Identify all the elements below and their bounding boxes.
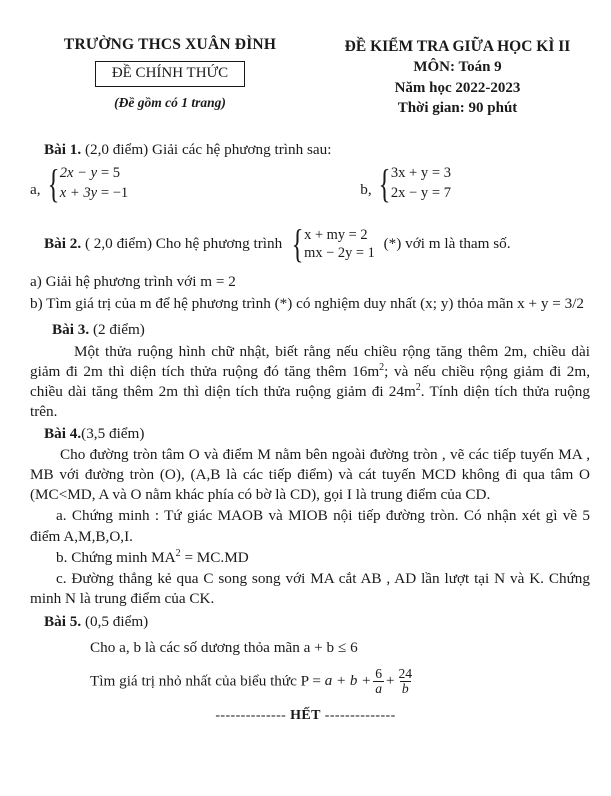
- question-2-prompt: Cho hệ phương trình: [155, 234, 283, 252]
- question-5: [30, 612, 590, 697]
- question-1-points: (2,0 điểm): [84, 141, 149, 158]
- question-4-part-a: a. Chứng minh : Tứ giác MAOB và MIOB nội tiếp đường tròn. Có nhận xét gì về 5 điểm A,M,B,O,I.: [30, 507, 590, 545]
- question-4: [30, 424, 590, 610]
- left-brace-icon: {: [47, 160, 60, 206]
- question-5-condition: Cho a, b là các số dương thỏa mãn a + b ≤ 6: [90, 638, 358, 656]
- question-5-heading: [44, 612, 590, 632]
- equation: mx − 2y = 1: [304, 245, 375, 262]
- question-1: [30, 140, 590, 204]
- footer-het-label: HẾT: [290, 708, 321, 723]
- question-2-tail: với m là tham số.: [405, 234, 511, 252]
- system-star-marker: (*): [383, 235, 402, 253]
- question-5-label: Bài 5.: [44, 612, 82, 630]
- question-2-points: ( 2,0 điểm): [84, 234, 152, 252]
- equation: 3x + y = 3: [390, 165, 452, 182]
- question-3-label: Bài 3.: [52, 321, 90, 339]
- question-4-body: Cho đường tròn tâm O và điểm M nằm bên ngoài đường tròn , vẽ các tiếp tuyến MA , MB với đường tròn (O), (A,B là các tiếp điểm) và cát tuyến MCD không đi qua tâm O (MC<MD, A và O nằm khác phía có bờ là CD), gọi I là trung điểm của CD.: [30, 445, 590, 504]
- question-3: [30, 320, 590, 422]
- question-1-prompt: Giải các hệ phương trình sau:: [152, 141, 332, 158]
- question-2-part-b: b) Tìm giá trị của m để hệ phương trình (*) có nghiệm duy nhất (x; y) thỏa mãn x + y = 3/2: [30, 295, 585, 313]
- question-3-heading: [52, 320, 590, 340]
- question-5-points: (0,5 điểm): [84, 612, 149, 630]
- superscript: 2: [379, 361, 385, 373]
- question-5-find-prefix: Tìm giá trị nhỏ nhất của biểu thức P =: [90, 672, 321, 690]
- expression-plus: +: [386, 672, 395, 689]
- question-2-system: [288, 220, 375, 266]
- question-1a-tag: a,: [30, 180, 41, 198]
- left-brace-icon: {: [291, 220, 304, 266]
- equation: 2x − y = 7: [390, 184, 452, 201]
- exam-title: ĐỀ KIỂM TRA GIỮA HỌC KÌ II: [344, 38, 571, 55]
- question-5-objective: [90, 667, 590, 697]
- exam-duration: Thời gian: 90 phút: [397, 100, 518, 117]
- document-footer: [0, 708, 611, 724]
- question-1-heading: [44, 140, 590, 160]
- question-4-points: (3,5 điểm): [81, 424, 145, 442]
- question-1a-equations: [60, 164, 128, 203]
- question-4-label: Bài 4.: [44, 424, 82, 442]
- question-3-points: (2 điểm): [92, 321, 145, 339]
- expression-head: a + b +: [324, 672, 372, 689]
- question-1b-tag: b,: [360, 180, 372, 198]
- header-right-block: [310, 36, 605, 119]
- question-1b-equations: [391, 164, 451, 203]
- school-name: TRƯỜNG THCS XUÂN ĐÌNH: [63, 36, 277, 53]
- equation: x + my = 2: [304, 226, 368, 243]
- fraction-6-over-a: $\frac{6}{a}$: [375, 665, 383, 697]
- fraction-24-over-b: $\frac{24}{b}$: [398, 665, 413, 697]
- school-year: Năm học 2022-2023: [394, 79, 521, 96]
- question-1-systems: [30, 160, 590, 206]
- question-2-label: Bài 2.: [44, 234, 82, 252]
- exam-body: [30, 140, 590, 697]
- footer-dashes-right: --------------: [324, 708, 396, 723]
- question-2: [30, 220, 590, 315]
- page-count-note: (Đề gồm có 1 trang): [114, 95, 226, 110]
- superscript: 2: [415, 382, 421, 394]
- footer-dashes-left: --------------: [215, 708, 287, 723]
- equation: x + 3y = −1: [59, 184, 129, 201]
- header-left-block: [20, 36, 320, 111]
- left-brace-icon: {: [378, 160, 391, 206]
- question-1b-system: [360, 160, 452, 206]
- question-4-part-c: c. Đường thẳng kẻ qua C song song với MA cắt AB , AD lần lượt tại N và K. Chứng minh N là trung điểm của CK.: [30, 570, 590, 608]
- question-2-part-a: a) Giải hệ phương trình với m = 2: [30, 273, 236, 291]
- document-header: [0, 36, 611, 124]
- question-1-label: Bài 1.: [44, 141, 82, 158]
- question-2-heading: [44, 220, 590, 266]
- expression-P: [325, 667, 416, 697]
- question-1a-system: [30, 160, 129, 206]
- question-4-heading: [44, 424, 590, 444]
- exam-subject: MÔN: Toán 9: [413, 59, 502, 76]
- official-exam-badge: ĐỀ CHÍNH THỨC: [95, 61, 245, 87]
- superscript: 2: [175, 547, 181, 559]
- question-4-part-b: b. Chứng minh $MA^2 = MC.MD$: [56, 547, 249, 566]
- equation: 2x − y = 5: [59, 165, 120, 182]
- question-3-body: Một thửa ruộng hình chữ nhật, biết rằng nếu chiều rộng tăng thêm 2m, chiều dài giảm đi 2m thì diện tích thửa ruộng đó tăng thêm $16m^2$; và nếu chiều rộng giảm đi 2m, chiều dài tăng thêm 2m thì diện tích thửa ruộng giảm đi $24m^2$. Tính diện tích thửa ruộng trên.: [30, 342, 590, 421]
